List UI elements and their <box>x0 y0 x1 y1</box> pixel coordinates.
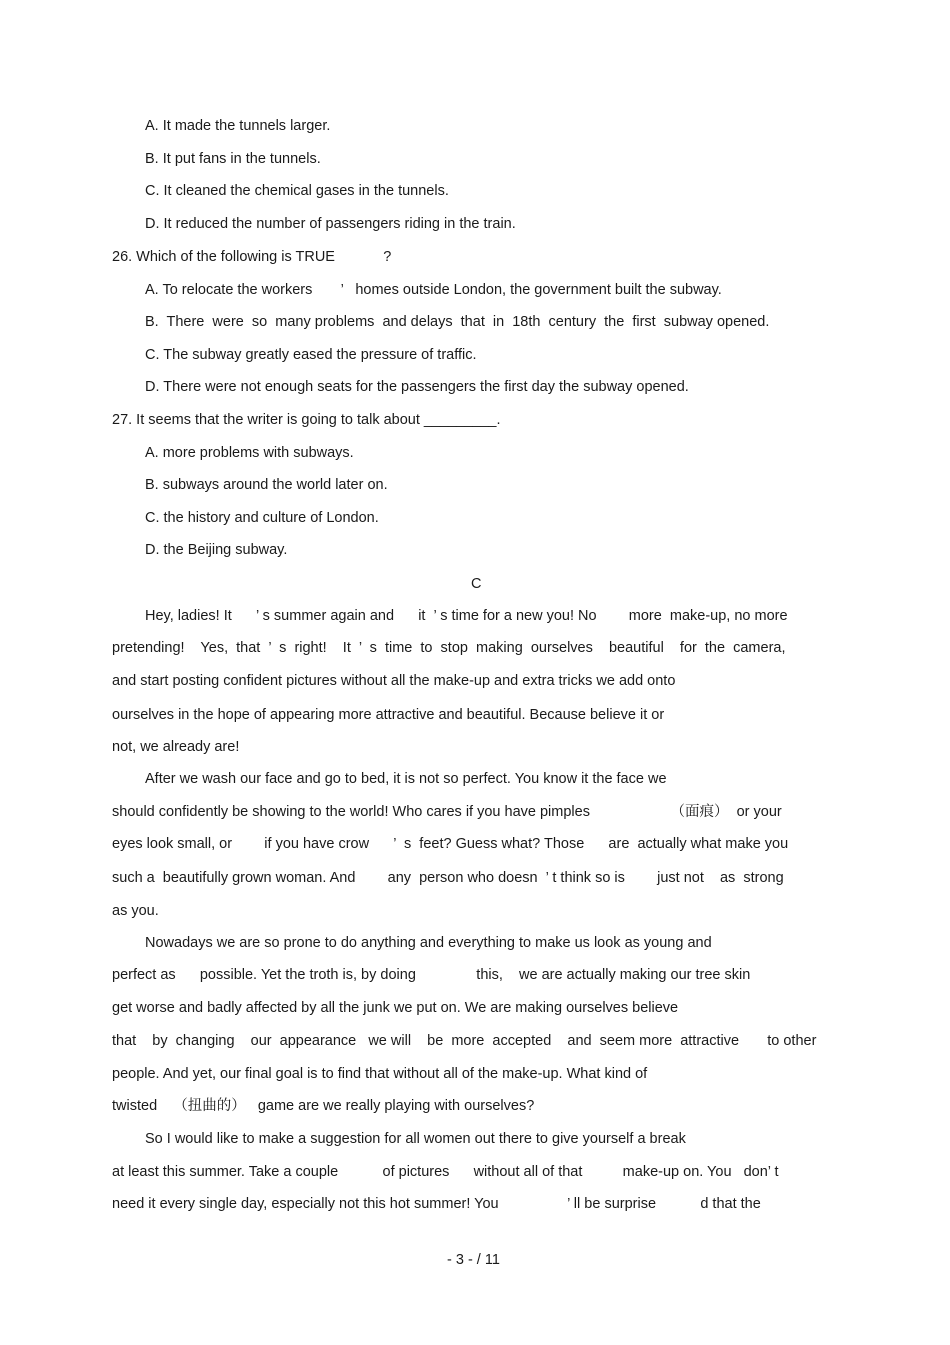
passage-line: twisted （扭曲的） game are we really playing with ourselves? <box>112 1098 535 1114</box>
passage-line: So I would like to make a suggestion for all women out there to give yourself a break <box>145 1131 686 1147</box>
q25-option-c: C. It cleaned the chemical gases in the tunnels. <box>145 183 449 199</box>
q26-option-b: B. There were so many problems and delays that in 18th century the first subway opened. <box>145 314 770 330</box>
q26-option-a: A. To relocate the workers ’ homes outside London, the government built the subway. <box>145 282 722 298</box>
q25-option-d: D. It reduced the number of passengers riding in the train. <box>145 216 516 232</box>
passage-line: not, we already are! <box>112 739 240 755</box>
section-c-heading: C <box>471 576 482 592</box>
passage-line: After we wash our face and go to bed, it is not so perfect. You know it the face we <box>145 771 667 787</box>
q26-stem: 26. Which of the following is TRUE ? <box>112 249 392 265</box>
q27-option-c: C. the history and culture of London. <box>145 510 379 526</box>
passage-line: Hey, ladies! It ’ s summer again and it ’ s time for a new you! No more make-up, no more <box>145 608 788 624</box>
passage-line: at least this summer. Take a couple of pictures without all of that make-up on. You don’ t <box>112 1164 779 1180</box>
passage-line: that by changing our appearance we will be more accepted and seem more attractive to other <box>112 1033 817 1049</box>
q25-option-a: A. It made the tunnels larger. <box>145 118 331 134</box>
passage-line: Nowadays we are so prone to do anything and everything to make us look as young and <box>145 935 712 951</box>
passage-line: get worse and badly affected by all the junk we put on. We are making ourselves believe <box>112 1000 679 1016</box>
page-number: - 3 - / 11 <box>447 1252 500 1268</box>
q25-option-b: B. It put fans in the tunnels. <box>145 151 321 167</box>
q27-stem: 27. It seems that the writer is going to talk about _________. <box>112 412 501 428</box>
q27-option-d: D. the Beijing subway. <box>145 542 288 558</box>
passage-line: people. And yet, our final goal is to find that without all of the make-up. What kind of <box>112 1066 648 1082</box>
q26-option-c: C. The subway greatly eased the pressure of traffic. <box>145 347 477 363</box>
passage-line: pretending! Yes, that ’ s right! It ’ s time to stop making ourselves beautiful for the camera, <box>112 640 786 656</box>
passage-line: such a beautifully grown woman. And any person who doesn ’ t think so is just not as strong <box>112 870 784 886</box>
passage-line: and start posting confident pictures without all the make-up and extra tricks we add onto <box>112 673 676 689</box>
passage-line: need it every single day, especially not this hot summer! You ’ ll be surprise d that the <box>112 1196 761 1212</box>
passage-line: ourselves in the hope of appearing more attractive and beautiful. Because believe it or <box>112 707 665 723</box>
q27-option-b: B. subways around the world later on. <box>145 477 388 493</box>
q27-option-a: A. more problems with subways. <box>145 445 354 461</box>
q26-option-d: D. There were not enough seats for the passengers the first day the subway opened. <box>145 379 689 395</box>
passage-line: eyes look small, or if you have crow ’ s feet? Guess what? Those are actually what make you <box>112 836 789 852</box>
passage-line: should confidently be showing to the world! Who cares if you have pimples （面痕） or your <box>112 804 782 820</box>
passage-line: perfect as possible. Yet the troth is, by doing this, we are actually making our tree skin <box>112 967 751 983</box>
passage-line: as you. <box>112 903 159 919</box>
